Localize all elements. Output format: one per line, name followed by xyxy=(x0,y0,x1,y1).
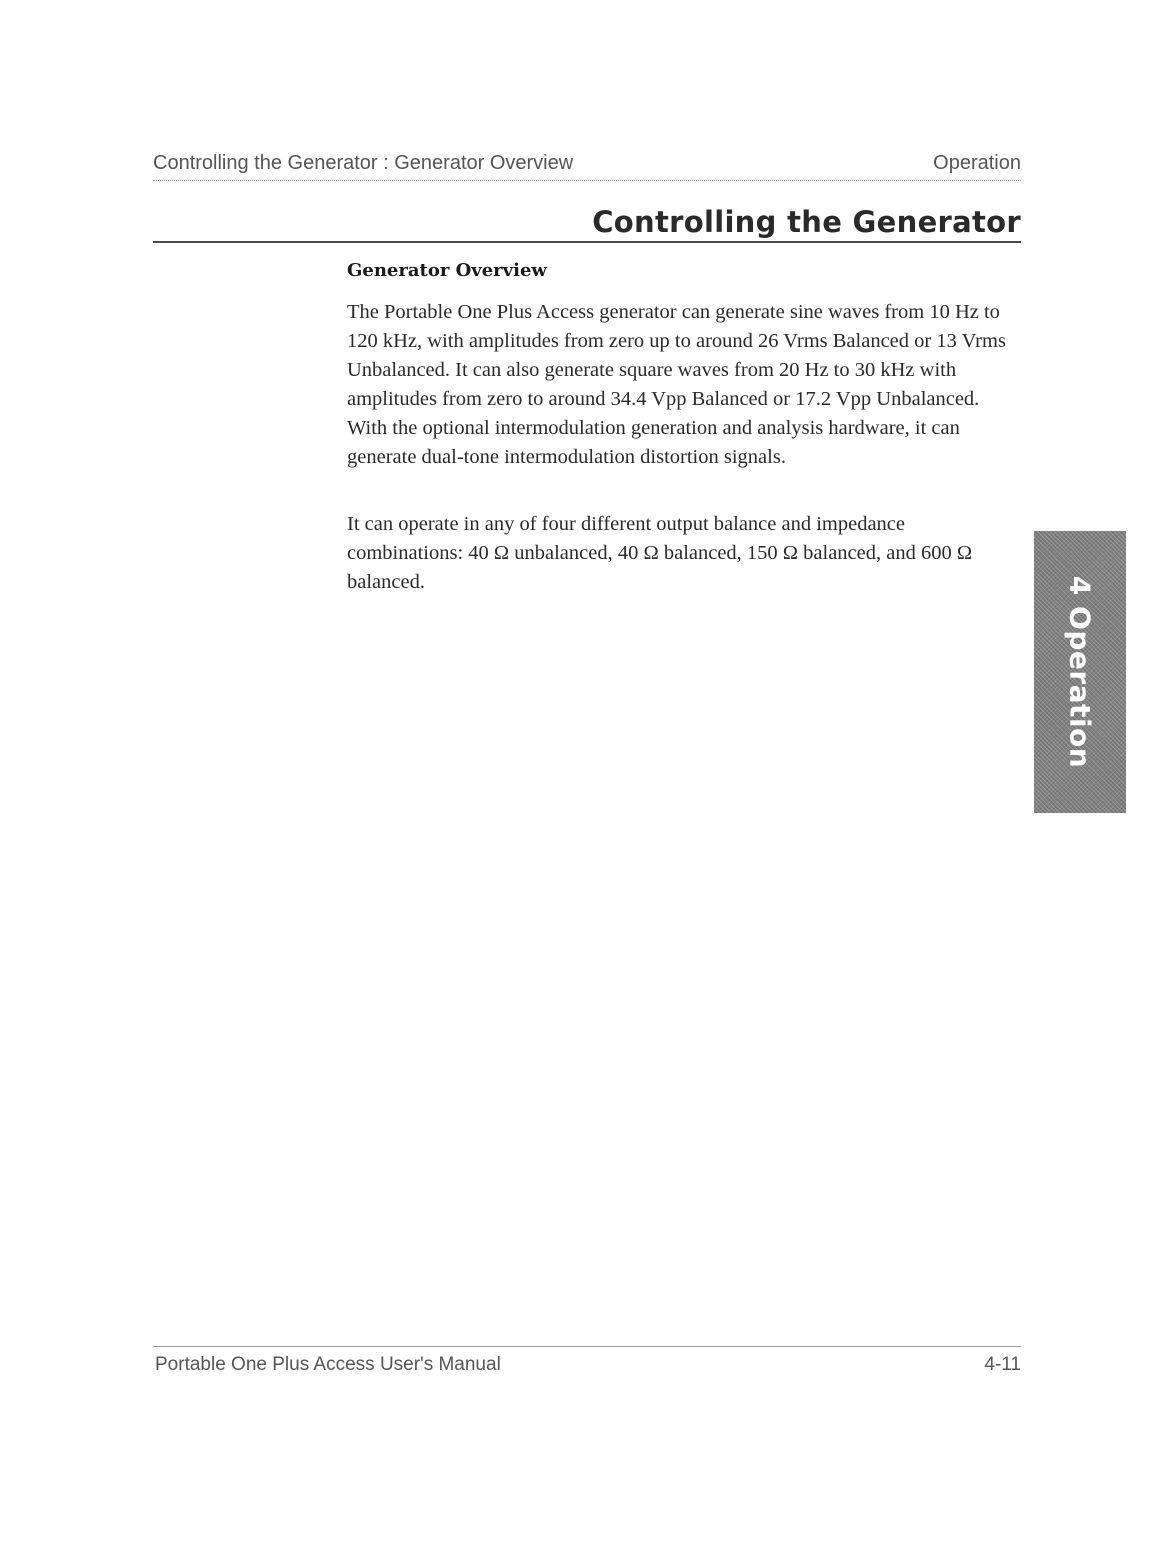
chapter-side-tab xyxy=(1034,531,1126,813)
running-header xyxy=(153,150,1021,181)
running-footer xyxy=(153,1346,1021,1381)
footer-manual-title: Portable One Plus Access User's Manual xyxy=(155,1354,501,1375)
header-breadcrumb: Controlling the Generator : Generator Overview xyxy=(153,152,574,174)
subsection-title: Generator Overview xyxy=(347,260,547,281)
section-title: Controlling the Generator xyxy=(592,205,1021,239)
footer-page-number: 4-11 xyxy=(984,1354,1021,1375)
side-tab-label: 4 Operation xyxy=(1063,575,1097,769)
header-chapter: Operation xyxy=(933,152,1021,174)
body-paragraph-1: The Portable One Plus Access generator can generate sine waves from 10 Hz to 120 kHz, with amplitudes from zero up to around 26 Vrms Balanced or 13 Vrms Unbalanced. It can also generate square waves from 20 Hz to 30 kHz with amplitudes from zero to around 34.4 Vpp Balanced or 17.2 Vpp Unbalanced. With the optional intermodulation generation and analysis hardware, it can generate dual-tone intermodulation distortion signals. xyxy=(347,301,1006,468)
body-paragraph-2: It can operate in any of four different output balance and impedance combinations: 40 Ω unbalanced, 40 Ω balanced, 150 Ω balanced, and 600 Ω balanced. xyxy=(347,513,973,593)
title-rule xyxy=(153,241,1021,243)
